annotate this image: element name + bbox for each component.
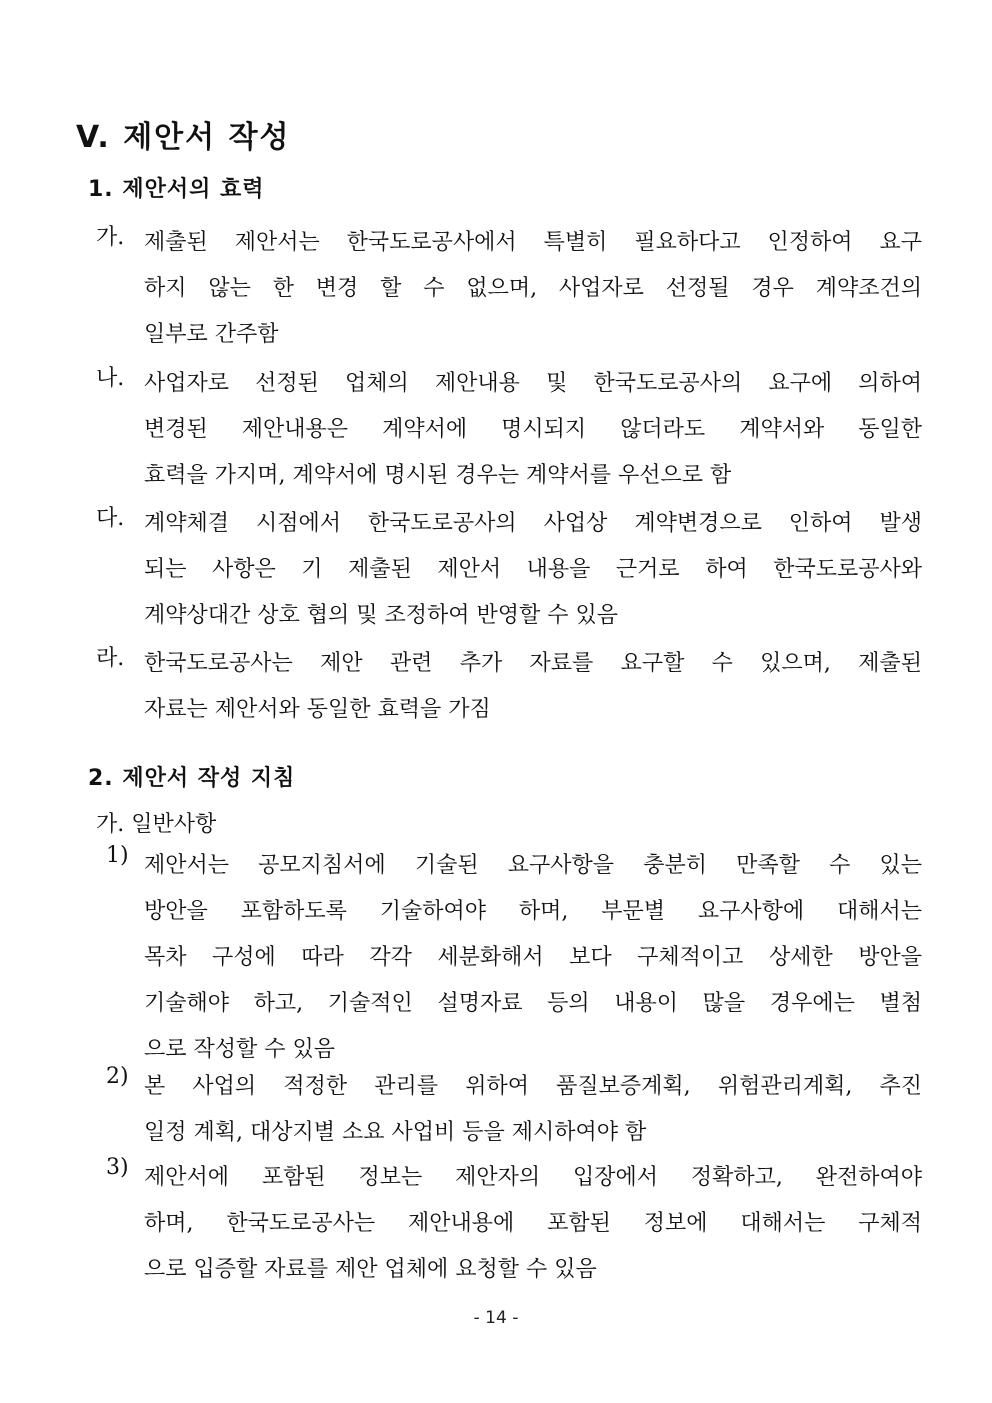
item-line: 일부로 간주함: [144, 322, 279, 347]
item-marker: 나.: [96, 366, 125, 391]
item-line: 목차 구성에 따라 각각 세분화해서 보다 구체적이고 상세한 방안을: [144, 945, 922, 970]
item-line: 방안을 포함하도록 기술하여야 하며, 부문별 요구사항에 대해서는: [144, 899, 922, 924]
item-marker: 라.: [96, 646, 125, 671]
item-line: 제안서에 포함된 정보는 제안자의 입장에서 정확하고, 완전하여야: [144, 1165, 922, 1190]
item-line: 한국도로공사는 제안 관련 추가 자료를 요구할 수 있으며, 제출된: [144, 651, 922, 676]
page-number: - 14 -: [473, 1308, 519, 1328]
item-marker: 1): [106, 843, 129, 868]
item-marker: 2): [106, 1064, 129, 1089]
item-line: 하며, 한국도로공사는 제안내용에 포함된 정보에 대해서는 구체적: [144, 1211, 922, 1236]
item-line: 효력을 가지며, 계약서에 명시된 경우는 계약서를 우선으로 함: [144, 463, 732, 488]
item-line: 변경된 제안내용은 계약서에 명시되지 않더라도 계약서와 동일한: [144, 417, 922, 442]
item-line: 되는 사항은 기 제출된 제안서 내용을 근거로 하여 한국도로공사와: [144, 557, 922, 582]
item-marker: 다.: [96, 506, 125, 531]
item-line: 자료는 제안서와 동일한 효력을 가짐: [144, 697, 491, 722]
item-line: 계약상대간 상호 협의 및 조정하여 반영할 수 있음: [144, 603, 618, 628]
item-marker: 가.: [96, 225, 125, 250]
chapter-title: V. 제안서 작성: [76, 120, 291, 155]
section-title: 1. 제안서의 효력: [88, 177, 265, 202]
item-line: 일정 계획, 대상지별 소요 사업비 등을 제시하여야 함: [144, 1120, 647, 1145]
item-line: 계약체결 시점에서 한국도로공사의 사업상 계약변경으로 인하여 발생: [144, 511, 922, 536]
item-marker: 3): [106, 1155, 129, 1180]
item-line: 으로 작성할 수 있음: [144, 1037, 335, 1062]
item-line: 기술해야 하고, 기술적인 설명자료 등의 내용이 많을 경우에는 별첨: [144, 991, 922, 1016]
subsection-title: 가. 일반사항: [96, 812, 217, 837]
item-line: 하지 않는 한 변경 할 수 없으며, 사업자로 선정될 경우 계약조건의: [144, 276, 922, 301]
item-line: 제안서는 공모지침서에 기술된 요구사항을 충분히 만족할 수 있는: [144, 853, 922, 878]
item-line: 으로 입증할 자료를 제안 업체에 요청할 수 있음: [144, 1257, 597, 1282]
item-line: 사업자로 선정된 업체의 제안내용 및 한국도로공사의 요구에 의하여: [144, 371, 922, 396]
section-title: 2. 제안서 작성 지침: [88, 766, 296, 791]
item-line: 본 사업의 적정한 관리를 위하여 품질보증계획, 위험관리계획, 추진: [144, 1074, 922, 1099]
item-line: 제출된 제안서는 한국도로공사에서 특별히 필요하다고 인정하여 요구: [144, 230, 922, 255]
